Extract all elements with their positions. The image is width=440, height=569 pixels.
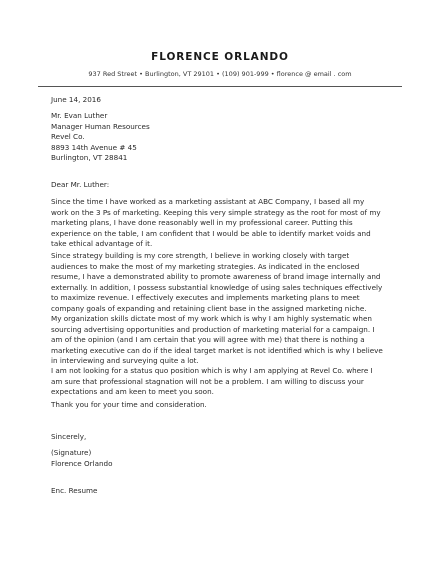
paragraph-line: company goals of expanding and retaining client base in the assigned marketing niche. — [51, 303, 367, 313]
paragraph-line: externally. In addition, I possess substantial knowledge of using sales techniques effectively — [51, 282, 383, 292]
recipient-city: Burlington, VT 28841 — [51, 153, 128, 163]
sender-name: FLORENCE ORLANDO — [151, 51, 289, 63]
letter-date: June 14, 2016 — [51, 95, 101, 104]
signature-placeholder: (Signature) — [51, 448, 92, 457]
paragraph-line: in interviewing and surveying quite a lot. — [51, 356, 199, 366]
recipient-company: Revel Co. — [51, 132, 85, 142]
paragraph-line: marketing executive can do if the ideal target market is not identified which is why I believe — [51, 345, 383, 355]
paragraph-line: sourcing advertising opportunities and production of marketing material for a campaign. I — [51, 324, 375, 334]
header-divider — [38, 86, 402, 87]
paragraph-line: am of the opinion (and I am certain that you will agree with me) that there is nothing a — [51, 335, 365, 345]
paragraph-2 — [51, 251, 396, 315]
recipient-title: Manager Human Resources — [51, 121, 150, 131]
paragraph-line: am sure that professional stagnation will not be a problem. I am willing to discuss your — [51, 376, 364, 386]
closing: Sincerely, — [51, 432, 87, 441]
recipient-street: 8893 14th Avenue # 45 — [51, 142, 137, 152]
paragraph-3 — [51, 314, 396, 367]
paragraph-line: Since strategy building is my core strength, I believe in working closely with target — [51, 251, 350, 260]
recipient-address — [51, 111, 396, 164]
paragraph-line: I am not looking for a status quo position which is why I am applying at Revel Co. where I — [51, 366, 373, 375]
recipient-name: Mr. Evan Luther — [51, 111, 108, 120]
signature-block — [51, 448, 396, 469]
paragraph-line: to maximize revenue. I effectively executes and implements marketing plans to meet — [51, 293, 360, 303]
salutation: Dear Mr. Luther: — [51, 180, 110, 189]
paragraph-line: marketing plans, I have done reasonably well in my professional career. Putting this — [51, 218, 353, 228]
paragraph-line: My organization skills dictate most of my work which is why I am highly systematic when — [51, 314, 372, 323]
paragraph-line: Thank you for your time and consideration. — [51, 400, 207, 409]
paragraph-line: Since the time I have worked as a marketing assistant at ABC Company, I based all my — [51, 197, 365, 206]
paragraph-line: work on the 3 Ps of marketing. Keeping this very simple strategy as the root for most of my — [51, 207, 381, 217]
paragraph-line: audiences to make the most of my marketing strategies. As indicated in the enclosed — [51, 261, 360, 271]
paragraph-line: take ethical advantage of it. — [51, 239, 153, 249]
signer-name: Florence Orlando — [51, 458, 113, 468]
paragraph-1 — [51, 197, 396, 250]
paragraph-4 — [51, 366, 396, 398]
paragraph-line: experience on the table, I am confident that I would be able to identify market voids and — [51, 228, 371, 238]
paragraph-line: expectations and am keen to meet you soon. — [51, 387, 214, 397]
enclosure-note: Enc. Resume — [51, 486, 98, 495]
paragraph-line: resume, I have a demonstrated ability to promote awareness of brand image internally and — [51, 272, 381, 282]
paragraph-5 — [51, 400, 396, 411]
sender-contact-line: 937 Red Street • Burlington, VT 29101 • (109) 901-999 • florence @ email . com — [88, 70, 352, 78]
